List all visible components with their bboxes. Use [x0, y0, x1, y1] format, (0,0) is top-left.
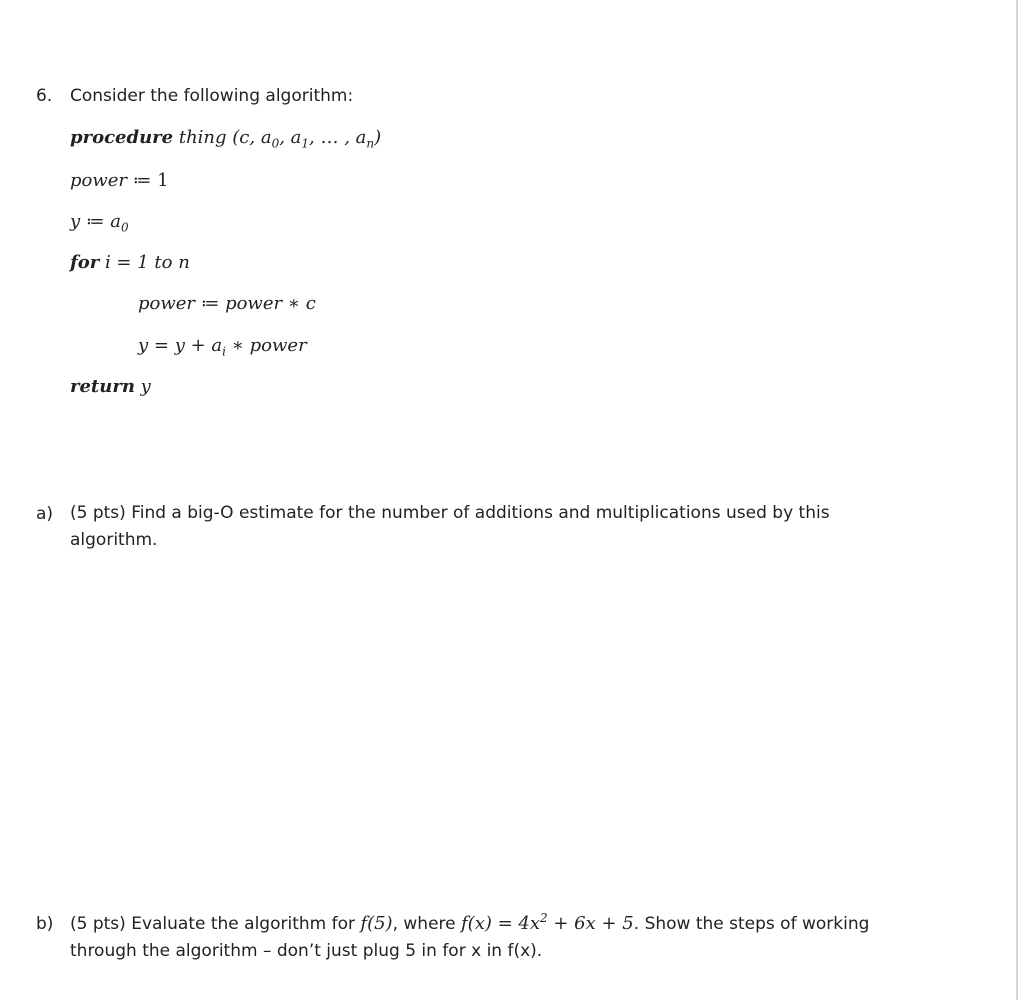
- procedure-params: , a: [279, 127, 302, 148]
- question-intro: Consider the following algorithm:: [70, 86, 354, 106]
- math-fx-rest: + 6x + 5: [547, 913, 634, 934]
- math-fx-base: f(x) = 4x: [461, 913, 541, 934]
- subscript: i: [222, 344, 226, 359]
- procedure-params: (c, a: [232, 127, 272, 148]
- procedure-name: thing: [178, 127, 227, 148]
- loop-line-power: [138, 293, 316, 314]
- part-b-line2: through the algorithm – don’t just plug 5 in for x in f(x).: [70, 941, 543, 961]
- return-value: y: [134, 376, 151, 397]
- procedure-params: ): [374, 127, 382, 148]
- subscript: 1: [301, 136, 310, 151]
- keyword-procedure: procedure: [70, 127, 174, 148]
- subscript: 0: [271, 136, 280, 151]
- part-b-label: b): [36, 914, 54, 934]
- part-b-text-mid: , where: [392, 914, 462, 934]
- loop-statement-y: y = y + a: [138, 335, 223, 356]
- y-init: y ≔ a: [70, 211, 121, 232]
- part-b-text-post: . Show the steps of working: [633, 914, 870, 934]
- math-fx: [461, 913, 634, 934]
- part-b-text: [70, 910, 869, 965]
- keyword-for: for: [70, 252, 100, 273]
- for-line: [70, 252, 190, 273]
- power-init-value: ≔ 1: [127, 170, 169, 191]
- y-init-line: [70, 211, 129, 235]
- for-range: i = 1 to n: [99, 252, 190, 273]
- question-number: 6.: [36, 86, 53, 106]
- loop-statement-power: power ≔ power ∗ c: [138, 293, 316, 314]
- superscript: 2: [540, 911, 548, 925]
- part-b-text-pre: (5 pts) Evaluate the algorithm for: [70, 914, 361, 934]
- subscript: n: [366, 136, 375, 151]
- keyword-return: return: [70, 376, 135, 397]
- procedure-params: , … , a: [309, 127, 367, 148]
- power-var: power: [70, 170, 128, 191]
- procedure-line: [70, 127, 382, 151]
- part-a-text: [70, 500, 830, 554]
- part-a-label: a): [36, 504, 54, 524]
- page-edge-divider: [1016, 0, 1018, 1000]
- loop-statement-y: ∗ power: [225, 335, 307, 356]
- part-a-line1: (5 pts) Find a big-O estimate for the number of additions and multiplications used by this: [70, 503, 830, 523]
- part-a-line2: algorithm.: [70, 530, 158, 550]
- part-b-line1: [70, 910, 869, 938]
- math-f5: f(5): [360, 913, 393, 934]
- return-line: [70, 376, 151, 397]
- subscript: 0: [120, 220, 129, 235]
- loop-line-y: [138, 335, 307, 359]
- power-init-line: [70, 170, 169, 191]
